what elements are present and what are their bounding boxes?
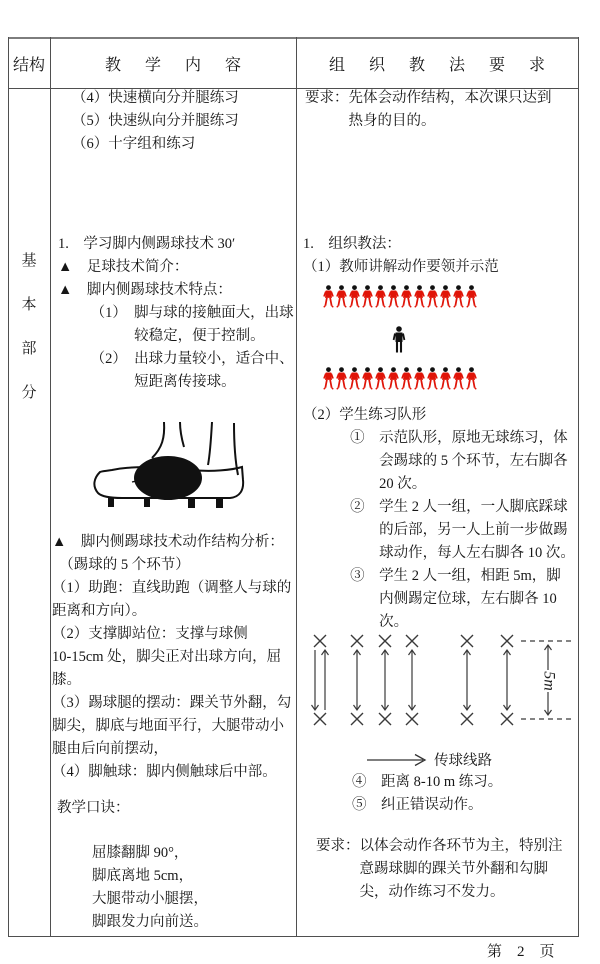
practice-formation-block	[303, 404, 575, 634]
pass-route-legend	[365, 749, 492, 770]
requirement-top-block	[305, 87, 552, 133]
student-figure-icon	[414, 284, 425, 309]
structure-section-label	[8, 249, 50, 402]
text-line: 本	[21, 297, 37, 313]
student-figure-icon	[336, 366, 347, 391]
student-figure-icon	[401, 284, 412, 309]
header-structure: 结构	[12, 57, 45, 74]
student-figure-icon	[440, 366, 451, 391]
technique-analysis-block	[52, 531, 291, 784]
text-line: （1）助跑：直线助跑（调整人与球的	[52, 580, 292, 596]
text-line: 次。	[303, 614, 409, 630]
text-line: 分	[21, 385, 37, 401]
text-line: ▲ 足球技术简介：	[58, 259, 189, 275]
text-line: 短距离传接球。	[58, 374, 236, 390]
student-figure-icon	[362, 366, 373, 391]
student-row-bottom	[323, 366, 477, 391]
mnemonic-title: 教学口诀：	[57, 800, 130, 816]
svg-text:5m: 5m	[540, 671, 558, 691]
student-figure-icon	[414, 366, 425, 391]
pass-route-label: 传球线路	[434, 753, 492, 769]
text-line: 20 次。	[303, 476, 427, 492]
text-line: ② 学生 2 人一组，一人脚底踩球	[303, 499, 568, 515]
text-line: 脚尖，脚底与地面平行，大腿带动小	[52, 718, 284, 734]
text-line: 腿由后向前摆动，	[52, 741, 168, 757]
text-line: 球动作，每人左右脚各 10 次。	[303, 545, 575, 561]
table-column-divider-2	[296, 37, 297, 937]
teacher-figure-icon	[391, 326, 407, 359]
text-line: 意踢球脚的踝关节外翻和勾脚	[316, 861, 548, 877]
page-number: 第 2 页	[487, 944, 555, 960]
student-figure-icon	[375, 284, 386, 309]
text-line: （5）快速纵向分并腿练习	[72, 113, 239, 129]
student-figure-icon	[323, 366, 334, 391]
table-bottom-border	[8, 936, 579, 937]
text-line: 膝。	[52, 672, 81, 688]
student-figure-icon	[427, 284, 438, 309]
student-figure-icon	[466, 366, 477, 391]
text-line: ▲ 脚内侧踢球技术动作结构分析：	[52, 534, 284, 550]
teaching-method-block	[303, 233, 499, 279]
text-line: 基	[21, 253, 37, 269]
student-figure-icon	[323, 284, 334, 309]
text-line: 尖，动作练习不发力。	[316, 884, 505, 900]
table-column-divider-1	[50, 37, 51, 937]
student-figure-icon	[362, 284, 373, 309]
text-line: 大腿带动小腿摆，	[92, 891, 208, 907]
student-figure-icon	[336, 284, 347, 309]
kicking-foot-figure	[92, 420, 250, 520]
text-line: ⑤ 纠正错误动作。	[352, 797, 483, 813]
mnemonic-verse	[92, 842, 208, 934]
text-line: 屈膝翻脚 90°，	[92, 845, 189, 861]
text-line: 要求：以体会动作各环节为主，特别注	[316, 838, 563, 854]
text-line: 脚跟发力向前送。	[92, 914, 208, 930]
after-diagram-steps	[352, 771, 502, 817]
text-line: ▲ 脚内侧踢球技术特点：	[58, 282, 232, 298]
student-figure-icon	[453, 366, 464, 391]
text-line: （3）踢球腿的摆动：踝关节外翻，勾	[52, 695, 292, 711]
student-figure-icon	[388, 284, 399, 309]
student-figure-icon	[349, 366, 360, 391]
text-line: 距离和方向）。	[52, 603, 147, 619]
student-figure-icon	[453, 284, 464, 309]
technique-intro-block	[58, 233, 294, 394]
table-right-border	[578, 37, 579, 937]
student-figure-icon	[349, 284, 360, 309]
text-line: 10-15cm 处，脚尖正对出球方向，屈	[52, 649, 282, 665]
text-line: （6）十字组和练习	[72, 136, 196, 152]
student-row-top	[323, 284, 477, 309]
header-teaching-content: 教 学 内 容	[104, 57, 251, 74]
text-line: （1）教师讲解动作要领并示范	[303, 259, 499, 275]
text-line: 脚底离地 5cm，	[92, 868, 194, 884]
warmup-exercise-list	[72, 87, 239, 156]
text-line: 的后部，另一人上前一步做踢	[303, 522, 568, 538]
text-line: ④ 距离 8-10 m 练习。	[352, 774, 503, 790]
kick-practice-diagram	[303, 630, 578, 743]
student-figure-icon	[388, 366, 399, 391]
text-line: 1. 学习脚内侧踢球技术 30′	[58, 236, 236, 252]
pass-route-arrow-icon	[365, 752, 431, 768]
student-figure-icon	[466, 284, 477, 309]
text-line: （4）快速横向分并腿练习	[72, 90, 239, 106]
text-line: （2）支撑脚站位：支撑与球侧	[52, 626, 248, 642]
requirement-bottom-block	[316, 835, 563, 904]
header-organization: 组 织 教 法 要 求	[328, 57, 555, 74]
text-line: 内侧踢定位球，左右脚各 10	[303, 591, 557, 607]
text-line: ③ 学生 2 人一组，相距 5m，脚	[303, 568, 561, 584]
text-line: 热身的目的。	[305, 113, 436, 129]
text-line: （1） 脚与球的接触面大，出球	[58, 305, 294, 321]
table-left-border	[8, 37, 9, 937]
text-line: （4）脚触球：脚内侧触球后中部。	[52, 764, 277, 780]
student-figure-icon	[375, 366, 386, 391]
text-line: （踢球的 5 个环节）	[52, 557, 190, 573]
text-line: （2） 出球力量较小，适合中、	[58, 351, 294, 367]
text-line: 要求：先体会动作结构，本次课只达到	[305, 90, 552, 106]
text-line: ① 示范队形，原地无球练习，体	[303, 430, 568, 446]
text-line: 较稳定，便于控制。	[58, 328, 265, 344]
text-line: 部	[21, 341, 37, 357]
text-line: 1. 组织教法：	[303, 236, 401, 252]
student-figure-icon	[427, 366, 438, 391]
student-figure-icon	[440, 284, 451, 309]
text-line: （2）学生练习队形	[303, 407, 427, 423]
student-figure-icon	[401, 366, 412, 391]
text-line: 会踢球的 5 个环节，左右脚各	[303, 453, 568, 469]
